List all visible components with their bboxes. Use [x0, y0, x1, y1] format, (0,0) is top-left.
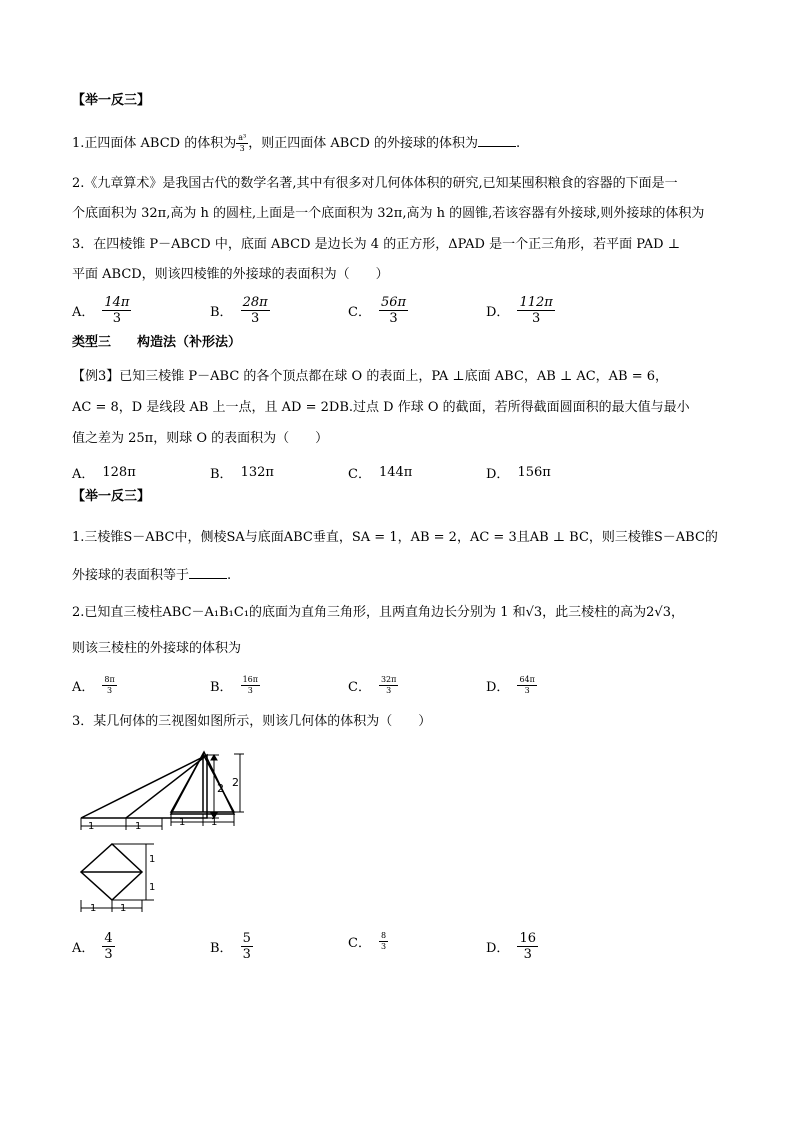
- fraction-denominator: 3: [242, 947, 251, 962]
- option-d: [486, 932, 538, 961]
- option-b: [210, 932, 253, 961]
- fraction-denominator: 3: [104, 947, 113, 962]
- option-d: [486, 463, 551, 482]
- fraction-denominator: 3: [250, 311, 260, 326]
- answer-blank: [189, 566, 227, 579]
- front-width-label-1: 1: [88, 821, 95, 832]
- option-a: [72, 296, 131, 325]
- option-a: [72, 932, 115, 961]
- option-a: [72, 676, 117, 695]
- option-fraction: [241, 932, 253, 961]
- option-fraction: [241, 296, 270, 325]
- example-3-line-2: AC = 8，D 是线段 AB 上一点，且 AD = 2DB.过点 D 作球 O 的截面，若所得截面圆面积的最大值与最小: [72, 400, 690, 415]
- option-label: B．: [210, 467, 233, 482]
- practice-1-line-1: 1.三棱锥S－ABC中，侧棱SA与底面ABC垂直，SA = 1，AB = 2，AC = 3且AB ⊥ BC，则三棱锥S－ABC的: [72, 530, 718, 545]
- front-width-label-2: 1: [135, 821, 142, 832]
- option-label: D．: [486, 941, 510, 956]
- option-label: D．: [486, 305, 510, 320]
- side-width-label-2: 1: [211, 817, 218, 828]
- option-fraction: [102, 676, 116, 695]
- option-c: [348, 676, 398, 695]
- fraction-denominator: 3: [386, 686, 392, 695]
- option-label: A．: [72, 680, 95, 695]
- section-header-2: 【举一反三】: [72, 489, 151, 504]
- option-fraction: [102, 932, 114, 961]
- option-label: D．: [486, 680, 510, 695]
- side-width-label-1: 1: [179, 817, 186, 828]
- option-a: [72, 463, 136, 482]
- option-fraction: [517, 296, 554, 325]
- fraction-numerator: 16: [519, 931, 536, 946]
- option-fraction: [241, 676, 260, 695]
- option-label: A．: [72, 467, 95, 482]
- option-b: [210, 296, 270, 325]
- option-label: C．: [348, 305, 371, 320]
- problem-2-line-2: 个底面积为 32π,高为 h 的圆柱,上面是一个底面积为 32π,高为 h 的圆锥,若该容器有外接球,则外接球的体积为: [72, 206, 705, 221]
- fraction-denominator: 3: [247, 686, 253, 695]
- problem-3-line-2: 平面 ABCD，则该四棱锥的外接球的表面积为（ ）: [72, 267, 389, 282]
- problem-1-text-a: 1.正四面体 ABCD 的体积为: [72, 136, 237, 151]
- side-view-triangle: [171, 754, 234, 812]
- problem-1-text-b: ，则正四面体 ABCD 的外接球的体积为: [248, 136, 479, 151]
- option-label: C．: [348, 680, 371, 695]
- option-b: [210, 463, 274, 482]
- practice-3-line-1: 3．某几何体的三视图如图所示，则该几何体的体积为（ ）: [72, 714, 432, 729]
- fraction-denominator: 3: [239, 144, 245, 153]
- fraction-numerator: 112π: [519, 295, 553, 310]
- option-label: D．: [486, 467, 510, 482]
- fraction-numerator: 64π: [519, 675, 535, 684]
- fraction-denominator: 3: [523, 947, 532, 962]
- option-value: 128π: [102, 465, 136, 480]
- fraction-numerator: a³: [238, 133, 247, 142]
- side-height-label: 2: [232, 776, 239, 789]
- practice-1-end: .: [227, 568, 232, 583]
- option-label: B．: [210, 941, 233, 956]
- option-fraction: [517, 676, 536, 695]
- section-header-1: 【举一反三】: [72, 93, 151, 108]
- example-3-line-1: 【例3】已知三棱锥 P－ABC 的各个顶点都在球 O 的表面上，PA ⊥底面 ABC，AB ⊥ AC，AB = 6，: [72, 369, 669, 384]
- fraction-numerator: 56π: [380, 295, 407, 310]
- option-b: [210, 676, 260, 695]
- option-c: [348, 463, 412, 482]
- fraction-denominator: 3: [380, 942, 387, 951]
- option-fraction: [379, 676, 398, 695]
- answer-blank: [478, 134, 516, 147]
- practice-2-line-1: 2.已知直三棱柱ABC－A₁B₁C₁的底面为直角三角形，且两直角边长分别为 1 和√3，此三棱柱的高为2√3，: [72, 605, 684, 620]
- problem-2-line-1: 2.《九章算术》是我国古代的数学名著,其中有很多对几何体体积的研究,已知某囤积粮食的容器的下面是一: [72, 176, 678, 191]
- option-value: 132π: [240, 465, 274, 480]
- fraction-denominator: 3: [531, 311, 541, 326]
- top-view: [81, 844, 142, 900]
- option-fraction: [517, 932, 538, 961]
- option-fraction: [379, 296, 408, 325]
- option-label: A．: [72, 941, 95, 956]
- problem-1: [72, 134, 520, 153]
- option-label: A．: [72, 305, 95, 320]
- example-3-line-3: 值之差为 25π，则球 O 的表面积为（ ）: [72, 431, 329, 446]
- option-fraction: [379, 932, 388, 951]
- fraction-numerator: 32π: [380, 675, 397, 684]
- type-three-heading: 类型三 构造法（补形法）: [72, 335, 242, 350]
- fraction-denominator: 3: [389, 311, 398, 326]
- problem-1-end: .: [516, 136, 521, 151]
- option-label: B．: [210, 680, 233, 695]
- option-label: C．: [348, 467, 371, 482]
- option-fraction: [102, 296, 131, 325]
- side-view-figure: [168, 752, 248, 832]
- option-c: [348, 932, 388, 951]
- front-height-label: 2: [217, 782, 224, 795]
- practice-2-line-2: 则该三棱柱的外接球的体积为: [72, 641, 242, 656]
- top-width-label-2: 1: [120, 903, 127, 914]
- fraction-numerator: 14π: [104, 295, 130, 310]
- option-value: 156π: [517, 465, 551, 480]
- fraction-numerator: 4: [104, 931, 113, 946]
- top-height-label-2: 1: [149, 882, 156, 893]
- top-width-label-1: 1: [90, 903, 97, 914]
- problem-1-fraction: [236, 134, 248, 153]
- practice-1-line-2: [72, 566, 231, 585]
- problem-3-line-1: 3．在四棱锥 P－ABCD 中，底面 ABCD 是边长为 4 的正方形，ΔPAD 是一个正三角形，若平面 PAD ⊥: [72, 237, 680, 252]
- fraction-numerator: 28π: [242, 295, 268, 310]
- fraction-numerator: 16π: [242, 675, 258, 684]
- fraction-denominator: 3: [107, 686, 113, 695]
- option-d: [486, 676, 537, 695]
- fraction-numerator: 5: [242, 931, 251, 946]
- fraction-numerator: 8π: [104, 675, 115, 684]
- fraction-denominator: 3: [112, 311, 122, 326]
- top-height-label-1: 1: [149, 854, 156, 865]
- fraction-numerator: 8: [380, 931, 387, 940]
- option-label: C．: [348, 936, 371, 951]
- option-c: [348, 296, 408, 325]
- option-label: B．: [210, 305, 233, 320]
- practice-1-text: 外接球的表面积等于: [72, 568, 190, 583]
- option-value: 144π: [378, 465, 413, 480]
- option-d: [486, 296, 555, 325]
- fraction-denominator: 3: [524, 686, 530, 695]
